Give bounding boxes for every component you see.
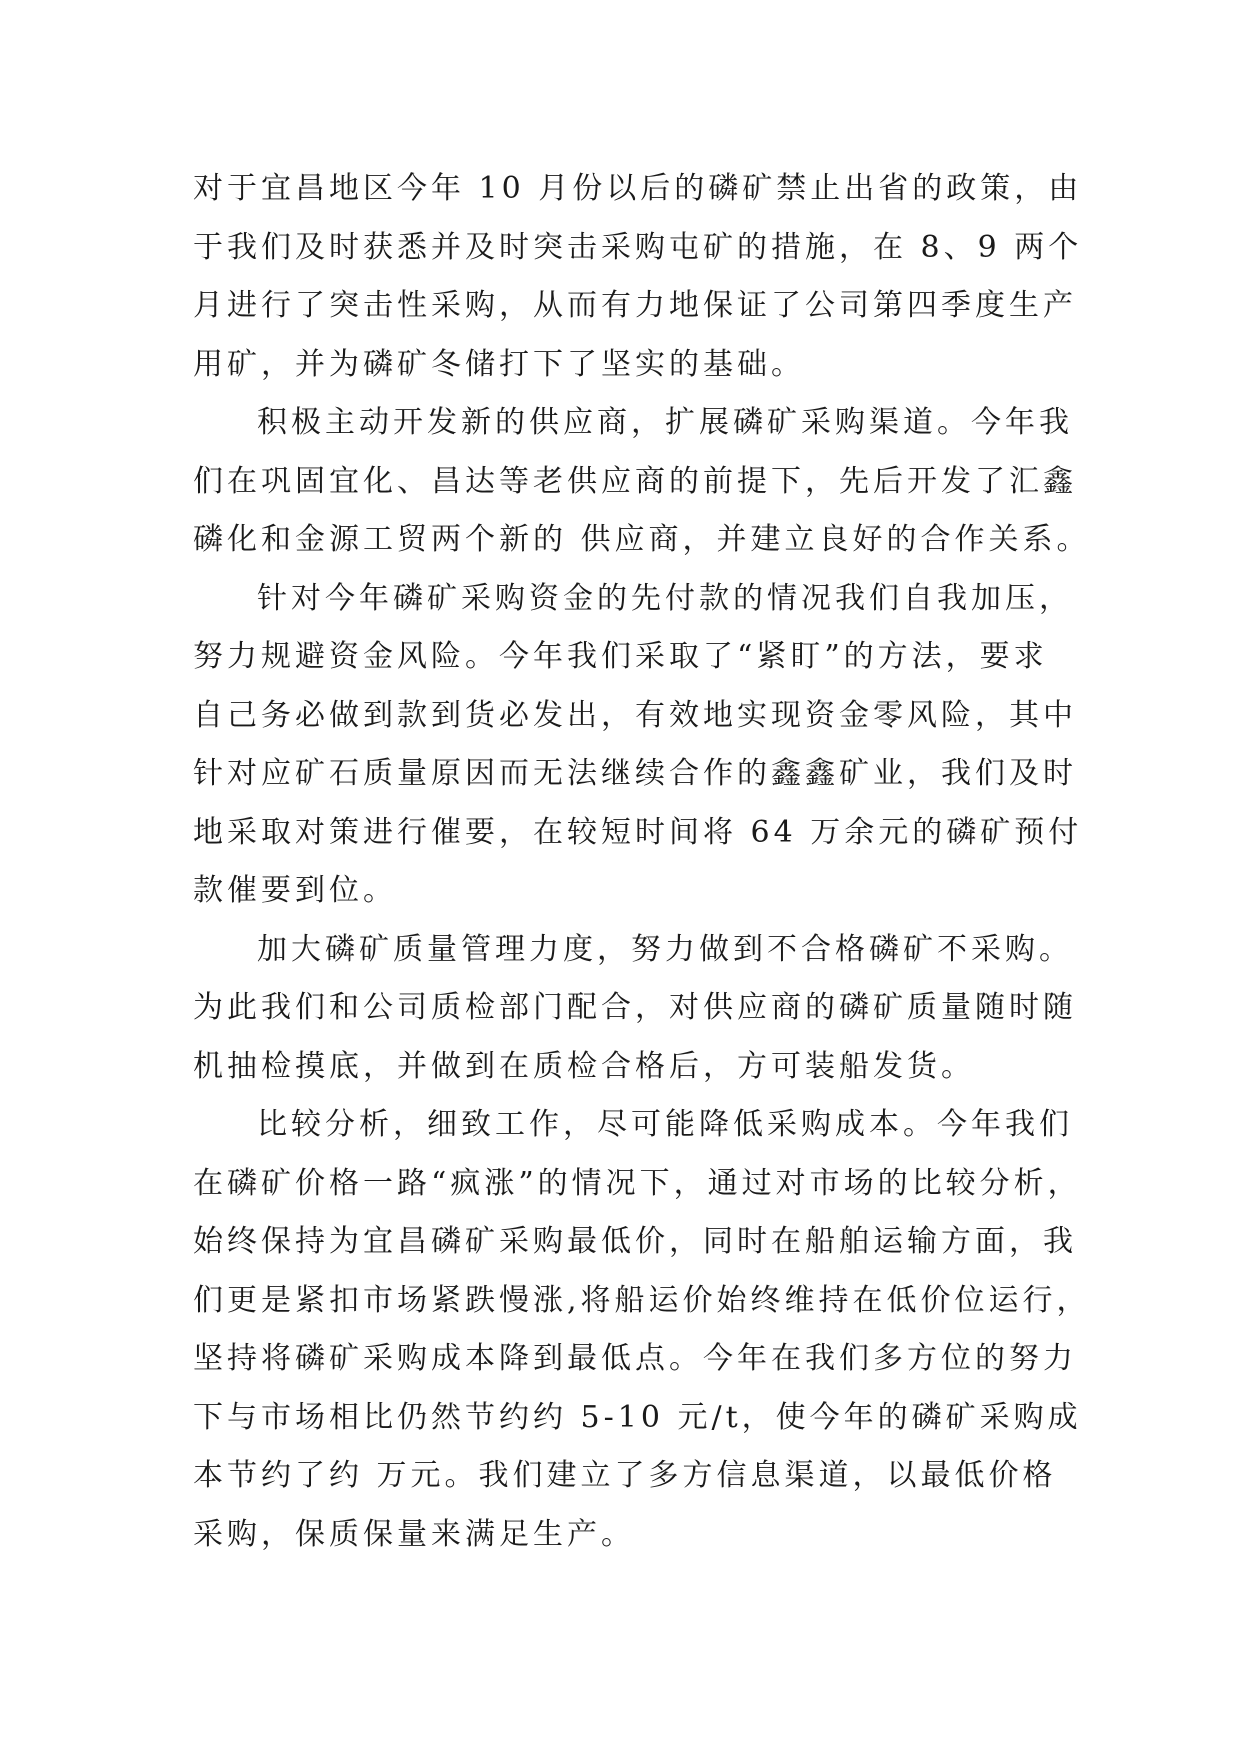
text-line: 们在巩固宜化、昌达等老供应商的前提下，先后开发了汇鑫 xyxy=(193,463,1077,499)
text-line: 为此我们和公司质检部门配合，对供应商的磷矿质量随时随 xyxy=(193,990,1077,1025)
text-line: 用矿，并为磷矿冬储打下了坚实的基础。 xyxy=(193,346,805,382)
text-line: 下与市场相比仍然节约约 5-10 元/t，使今年的磷矿采购成 xyxy=(193,1399,1082,1435)
text-line: 努力规避资金风险。今年我们采取了“紧盯”的方法，要求 xyxy=(193,639,1048,674)
text-line: 对于宜昌地区今年 10 月份以后的磷矿禁止出省的政策，由 xyxy=(193,171,1083,206)
text-line: 自己务必做到款到货必发出，有效地实现资金零风险，其中 xyxy=(193,697,1077,733)
paragraph-first-line: 针对今年磷矿采购资金的先付款的情况我们自我加压， xyxy=(257,580,1073,616)
body-text xyxy=(193,160,1091,1564)
text-line: 月进行了突击性采购，从而有力地保证了公司第四季度生产 xyxy=(193,288,1077,323)
paragraph-first-line: 加大磷矿质量管理力度，努力做到不合格磷矿不采购。 xyxy=(257,931,1073,967)
text-line: 始终保持为宜昌磷矿采购最低价，同时在船舶运输方面，我 xyxy=(193,1224,1077,1259)
text-line: 机抽检摸底，并做到在质检合格后，方可装船发货。 xyxy=(193,1048,975,1084)
text-line: 于我们及时获悉并及时突击采购屯矿的措施，在 8、9 两个 xyxy=(193,229,1083,265)
text-line: 针对应矿石质量原因而无法继续合作的鑫鑫矿业，我们及时 xyxy=(193,756,1077,791)
text-line: 坚持将磷矿采购成本降到最低点。今年在我们多方位的努力 xyxy=(193,1341,1077,1376)
text-line: 地采取对策进行催要，在较短时间将 64 万余元的磷矿预付 xyxy=(193,814,1083,850)
paragraph-first-line: 积极主动开发新的供应商，扩展磷矿采购渠道。今年我 xyxy=(257,405,1073,440)
text-line: 款催要到位。 xyxy=(193,873,397,908)
text-line: 在磷矿价格一路“疯涨”的情况下，通过对市场的比较分析， xyxy=(193,1165,1082,1201)
text-line: 本节约了约 万元。我们建立了多方信息渠道，以最低价格 xyxy=(193,1458,1057,1493)
text-line: 们更是紧扣市场紧跌慢涨,将船运价始终维持在低价位运行， xyxy=(193,1282,1091,1318)
paragraph-first-line: 比较分析，细致工作，尽可能降低采购成本。今年我们 xyxy=(257,1107,1073,1142)
text-line: 磷化和金源工贸两个新的 供应商，并建立良好的合作关系。 xyxy=(193,522,1091,557)
text-line: 采购，保质保量来满足生产。 xyxy=(193,1516,635,1552)
